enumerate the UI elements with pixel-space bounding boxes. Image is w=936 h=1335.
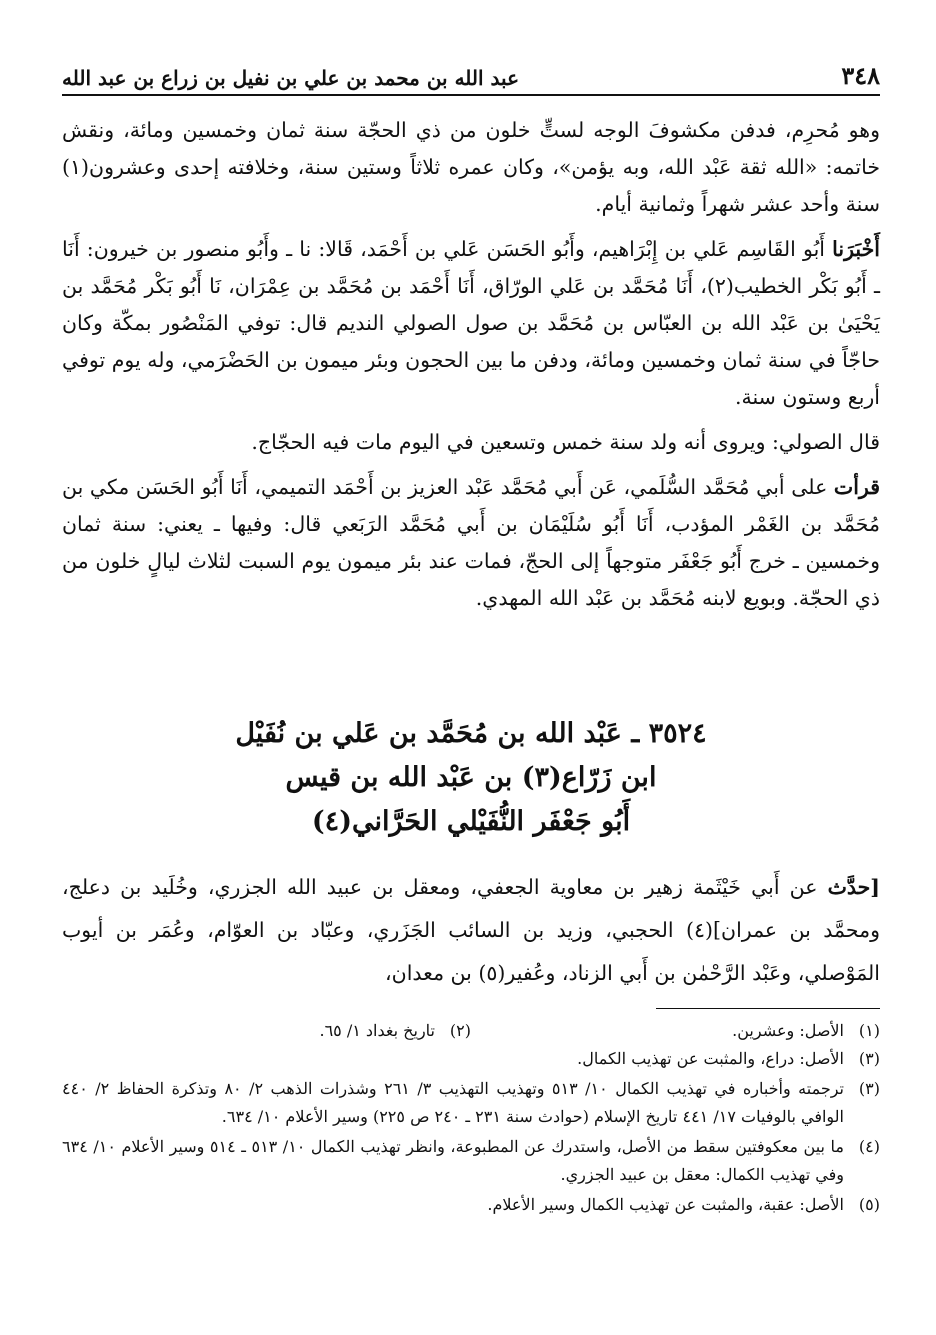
- footnote-text: الأصل: دراع، والمثبت عن تهذيب الكمال.: [577, 1049, 844, 1068]
- running-title: عبد الله بن محمد بن علي بن نفيل بن زراع بن عبد الله: [62, 66, 520, 90]
- paragraph: وهو مُحرِم، فدفن مكشوفَ الوجه لستٍّ خلون من ذي الحجّة سنة ثمان وخمسين ومائة، ونقش خاتمه: «الله ثقة عَبْد الله، وبه يؤمن»، وكان عمره ثلاثاً وستين سنة، وخلافته إحدى وعشرون(١) سنة وأحد عشر شهراً وثمانية أيام.: [62, 118, 880, 216]
- footnote-text: الأصل: عقبة، والمثبت عن تهذيب الكمال وسير الأعلام.: [487, 1195, 844, 1214]
- footnote-number: (٥): [858, 1195, 880, 1214]
- footnote: [471, 1017, 880, 1045]
- footnote-number: (٤): [858, 1137, 880, 1156]
- footnote: [62, 1191, 880, 1219]
- paragraph-lead-word: [حدَّث: [827, 875, 880, 899]
- biography-entry-heading: [62, 712, 880, 844]
- footnote-number: (٣): [858, 1079, 880, 1098]
- footnote-number: (٣): [858, 1049, 880, 1068]
- footnotes: [62, 1017, 880, 1221]
- entry-heading-line: أَبُو جَعْفَر النُّفَيْلي الحَرَّاني(٤): [311, 806, 631, 837]
- paragraph: [حدَّث عن أَبي خَيْثَمة زهير بن معاوية الجعفي، ومعقل بن عبيد الله الجزري، وخُلَيد بن دعلج، ومحمَّد بن عمران](٤) الحجبي، وزيد بن السائب الجَزَري، وعبّاد بن العوّام، وعُمَر بن أيوب المَوْصلي، وعَبْد الرَّحْمٰن بن أَبي الزناد، وعُفير(٥) بن معدان،: [62, 875, 880, 985]
- paragraph: قرأت على أبي مُحَمَّد السُّلَمي، عَن أَبي مُحَمَّد عَبْد العزيز بن أَحْمَد التميمي، أَنَا أَبُو الحَسَن مكي بن مُحَمَّد بن الغَمْر المؤدب، أَنَا أَبُو سُلَيْمَان بن أَبي مُحَمَّد الرَبَعي قال: وفيها ـ يعني: سنة ثمان وخمسين ـ خرج أَبُو جَعْفَر متوجهاً إلى الحجّ، فمات عند بئر ميمون يوم السبت لثلاث ليالٍ خلون من ذي الحجّة. وبويع لابنه مُحَمَّد بن عَبْد الله المهدي.: [62, 475, 880, 610]
- paragraph: قال الصولي: ويروى أنه ولد سنة خمس وتسعين في اليوم مات فيه الحجّاج.: [251, 430, 880, 454]
- footnote-row: [62, 1017, 880, 1045]
- paragraph-lead-word: أَخْبَرَنا: [832, 237, 880, 261]
- footnote-text: ترجمته وأخباره في تهذيب الكمال ١٠/ ٥١٣ وتهذيب التهذيب ٣/ ٢٦١ وشذرات الذهب ٢/ ٨٠ وتذكرة الحفاظ ٢/ ٤٤٠ الوافي بالوفيات ١٧/ ٤٤١ تاريخ الإسلام (حوادث سنة ٢٣١ ـ ٢٤٠ ص ٢٢٥) وسير الأعلام ١٠/ ٦٣٤.: [62, 1079, 845, 1126]
- page-number: ٣٤٨: [841, 61, 880, 90]
- page-header: [62, 56, 880, 96]
- footnote: [62, 1045, 880, 1073]
- footnote-text: الأصل: وعشرين.: [732, 1021, 844, 1040]
- footnote-number: (٢): [449, 1021, 471, 1040]
- biography-text: [62, 866, 880, 995]
- paragraph: أَخْبَرَنا أَبُو القَاسِم عَلي بن إِبْرَاهيم، وأَبُو الحَسَن عَلي بن أَحْمَد، قَالا: نا ـ وأَبُو منصور بن خيرون: أَنَا ـ أَبُو بَكْر الخطيب(٢)، أَنَا مُحَمَّد بن عَلي الورّاق، أَنَا أَحْمَد بن مُحَمَّد بن عِمْرَان، نَا أَبُو بَكْر مُحَمَّد بن يَحْيَىٰ بن عَبْد الله بن العبّاس بن مُحَمَّد بن صول الصولي النديم قال: توفي المَنْصُور بمكّة وكان حاجّاً في سنة ثمان وخمسين ومائة، ودفن ما بين الحجون وبئر ميمون بن الحَضْرَمي، وله يوم توفي أربع وستون سنة.: [62, 237, 880, 409]
- footnote-number: (١): [858, 1021, 880, 1040]
- footnote: [62, 1017, 471, 1045]
- paragraph-lead-word: قرأت: [833, 475, 880, 499]
- footnote-separator: [656, 1008, 880, 1009]
- main-text: [62, 112, 880, 625]
- entry-heading-line: ٣٥٢٤ ـ عَبْد الله بن مُحَمَّد بن عَلي بن نُفَيْل: [235, 718, 707, 749]
- entry-heading-line: ابن زَرّاع(٣) بن عَبْد الله بن قيس: [285, 762, 657, 793]
- footnote-text: تاريخ بغداد ١/ ٦٥.: [319, 1021, 435, 1040]
- footnote: [62, 1075, 880, 1131]
- footnote: [62, 1133, 880, 1189]
- footnote-text: ما بين معكوفتين سقط من الأصل، واستدرك عن المطبوعة، وانظر تهذيب الكمال ١٠/ ٥١٣ ـ ٥١٤ وسير الأعلام ١٠/ ٦٣٤ وفي تهذيب الكمال: معقل بن عبيد الجزري.: [62, 1137, 844, 1184]
